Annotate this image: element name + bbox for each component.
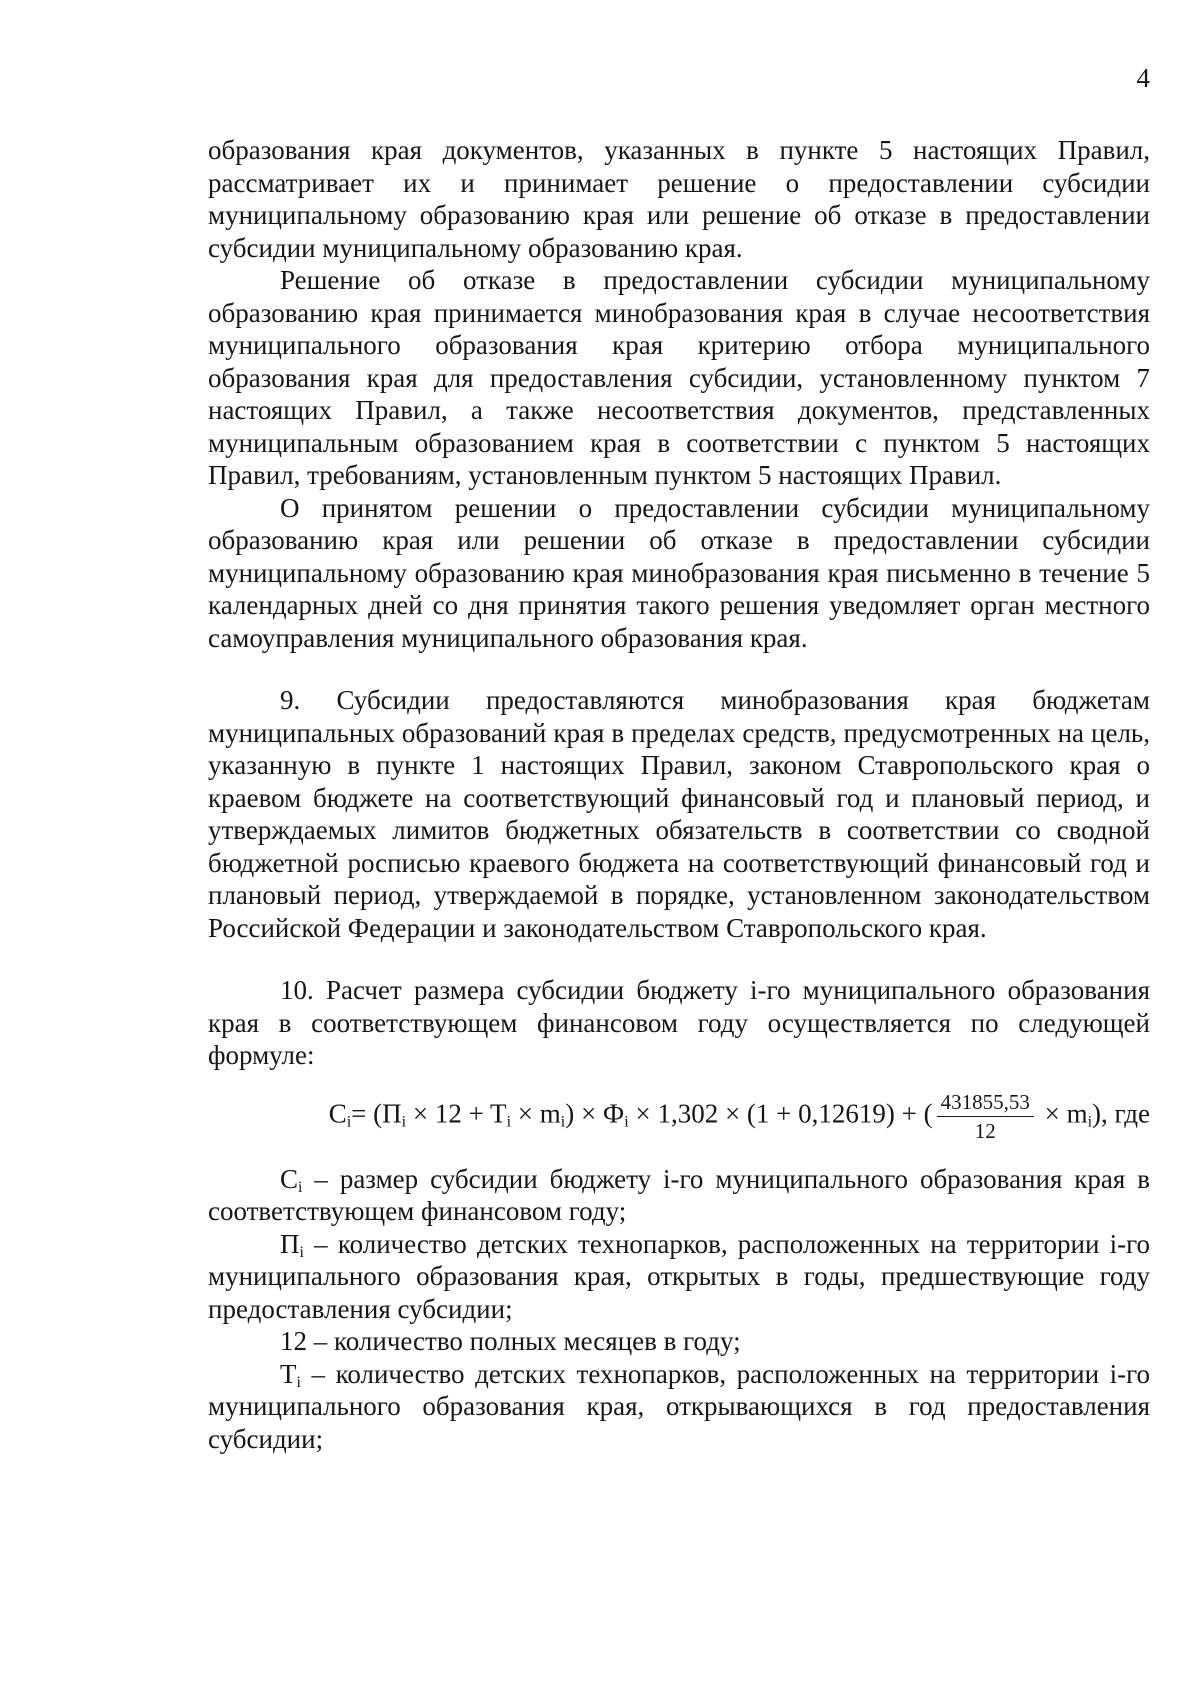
definition-subscript: i <box>299 1243 304 1261</box>
formula-part: × 12 + T <box>406 1098 507 1129</box>
definition-symbol: 12 <box>280 1326 307 1356</box>
formula-symbol: C <box>328 1098 347 1129</box>
formula-subscript: i <box>560 1113 566 1131</box>
definition-item <box>208 1163 1150 1228</box>
definition-text: – количество полных месяцев в году; <box>307 1326 741 1356</box>
formula-subscript: i <box>401 1113 407 1131</box>
page-number: 4 <box>1136 63 1150 93</box>
definition-item <box>208 1358 1150 1456</box>
formula-part: = (П <box>351 1098 402 1129</box>
definition-symbol: П <box>280 1228 300 1259</box>
formula-subscript: i <box>346 1113 352 1131</box>
formula-part: ), где <box>1092 1098 1150 1129</box>
definition-item <box>208 1325 1150 1358</box>
fraction-numerator: 431855,53 <box>937 1090 1034 1117</box>
formula-part: × m <box>1037 1098 1088 1129</box>
section-10-paragraph: 10. Расчет размера субсидии бюджету i-го муниципального образования края в соответствующем финансовом году осуществляется по следующей формуле: <box>208 975 1150 1070</box>
formula-part: × m <box>511 1098 561 1129</box>
paragraph-refusal-decision: Решение об отказе в предоставлении субсидии муниципальному образованию края принимается минобразования края в случае несоответствия муниципального образования края критерию отбора муниципального образования края для предоставления субсидии, установленному пунктом 7 настоящих Правил, а также несоответствия документов, представленных муниципальным образованием края в соответствии с пунктом 5 настоящих Правил, требованиям, установленным пунктом 5 настоящих Правил. <box>208 265 1150 490</box>
section-9-paragraph: 9. Субсидии предоставляются минобразования края бюджетам муниципальных образований края в пределах средств, предусмотренных на цель, указанную в пункте 1 настоящих Правил, законом Ставропольского края о краевом бюджете на соответствующий финансовый год и плановый период, и утверждаемых лимитов бюджетных обязательств в соответствии со сводной бюджетной росписью краевого бюджета на соответствующий финансовый год и плановый период, утверждаемой в порядке, установленном законодательством Российской Федерации и законодательством Ставропольского края. <box>208 685 1150 943</box>
formula-part: ) × Ф <box>565 1098 625 1129</box>
formula-part: × 1,302 × (1 + 0,12619) + ( <box>628 1098 933 1129</box>
spacer <box>208 944 1150 974</box>
fraction-denominator: 12 <box>974 1118 996 1143</box>
formula-subscript: i <box>1087 1113 1093 1131</box>
formula-subscript: i <box>506 1113 512 1131</box>
definition-symbol: T <box>280 1358 297 1389</box>
formula-subscript: i <box>624 1113 629 1131</box>
definition-symbol: C <box>280 1163 299 1194</box>
paragraph-continuation: образования края документов, указанных в пункте 5 настоящих Правил, рассматривает их и принимает решение о предоставлении субсидии муниципальному образованию края или решение об отказе в предоставлении субсидии муниципальному образованию края. <box>208 135 1150 263</box>
definition-subscript: i <box>296 1373 301 1391</box>
subsidy-formula <box>208 1090 1150 1143</box>
spacer <box>208 654 1150 684</box>
definition-subscript: i <box>298 1178 303 1196</box>
definition-text: – размер субсидии бюджету i-го муниципального образования края в соответствующем финансовом году; <box>208 1163 1150 1226</box>
paragraph-notification: О принятом решении о предоставлении субсидии муниципальному образованию края или решении об отказе в предоставлении субсидии муниципальному образованию края минобразования края письменно в течение 5 календарных дней со дня принятия такого решения уведомляет орган местного самоуправления муниципального образования края. <box>208 492 1150 653</box>
definition-item <box>208 1228 1150 1326</box>
document-body <box>208 134 1150 1455</box>
definition-text: – количество детских технопарков, расположенных на территории i-го муниципального образования края, открытых в годы, предшествующие году предоставления субсидии; <box>208 1228 1150 1324</box>
definition-text: – количество детских технопарков, расположенных на территории i-го муниципального образования края, открывающихся в год предоставления субсидии; <box>208 1358 1150 1454</box>
formula-fraction <box>937 1090 1034 1143</box>
